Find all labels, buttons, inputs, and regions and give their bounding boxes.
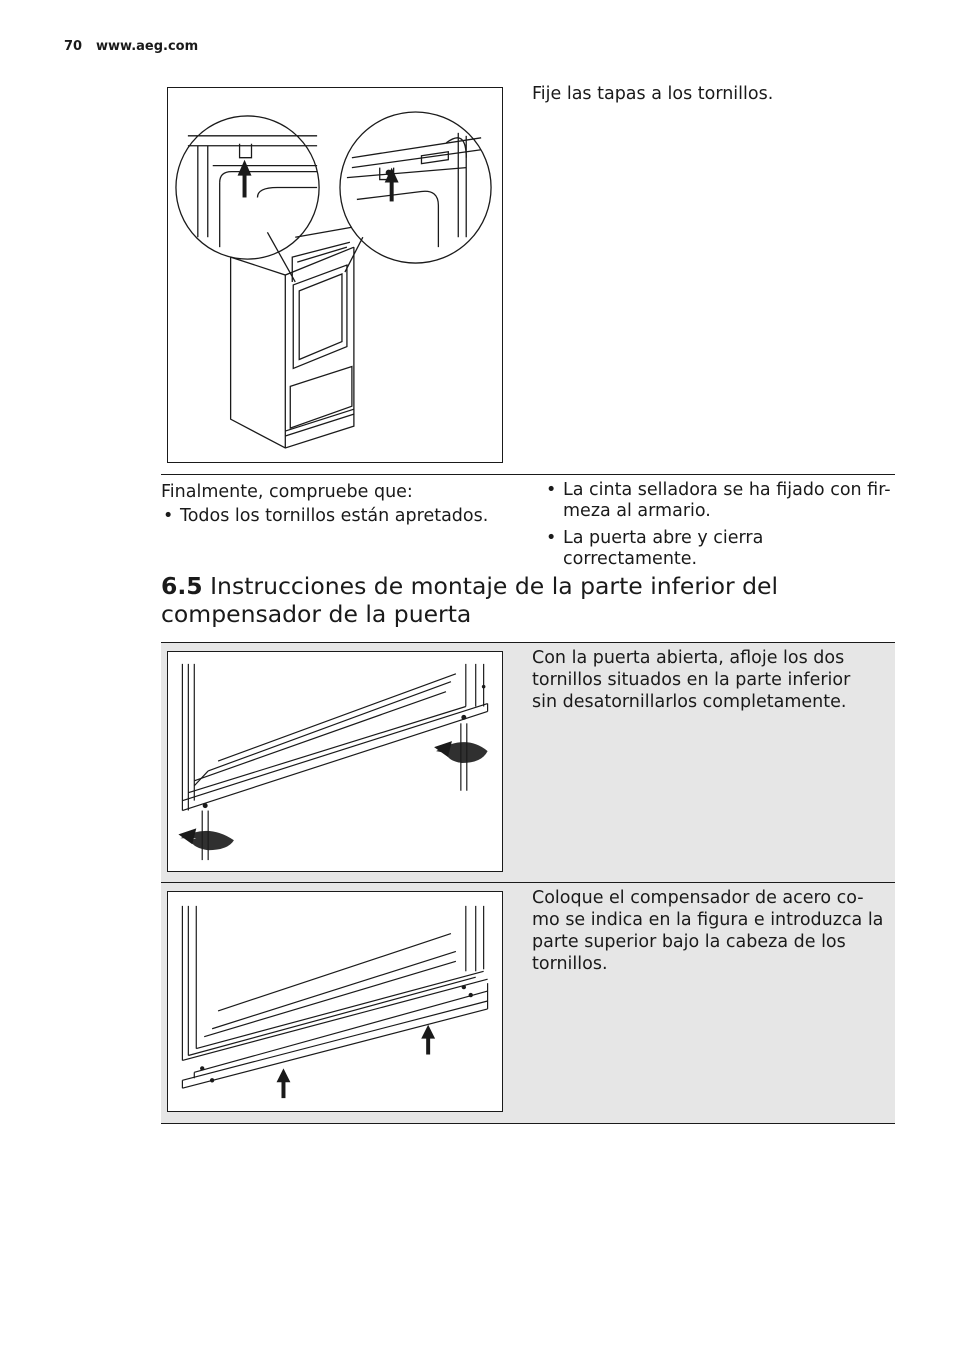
check-intro: Finalmente, compruebe que: — [161, 482, 413, 502]
section-heading — [161, 572, 881, 628]
cabinet-illustration — [168, 88, 502, 462]
divider-bottom — [161, 1123, 895, 1124]
list-item: • La puerta abre y cierra correctamente. — [544, 528, 896, 570]
step2-figure — [167, 891, 503, 1112]
section-title: Instrucciones de montaje de la parte inferior del compensador de la puerta — [161, 572, 778, 628]
step-top-text: Fije las tapas a los tornillos. — [532, 84, 774, 104]
list-item: • La cinta selladora se ha fijado con fir- meza al armario. — [544, 480, 896, 522]
step1-text: Con la puerta abierta, afloje los dos tornillos situados en la parte inferior sin desatornillarlos completamente. — [532, 648, 851, 712]
check-left-list — [161, 506, 521, 533]
section-number: 6.5 — [161, 572, 203, 600]
list-item: • Todos los tornillos están apretados. — [161, 506, 521, 527]
site-url: www.aeg.com — [96, 39, 199, 54]
page-number: 70 — [64, 39, 83, 54]
step2-text: Coloque el compensador de acero co-mo se indica en la figura e introduzca la parte superior bajo la cabeza de los tornillos. — [532, 888, 884, 974]
compensator-illustration — [168, 892, 502, 1111]
divider-top — [161, 474, 895, 475]
door-screws-illustration — [168, 652, 502, 871]
step1-figure — [167, 651, 503, 872]
check-right-list — [544, 480, 896, 576]
cabinet-figure — [167, 87, 503, 463]
